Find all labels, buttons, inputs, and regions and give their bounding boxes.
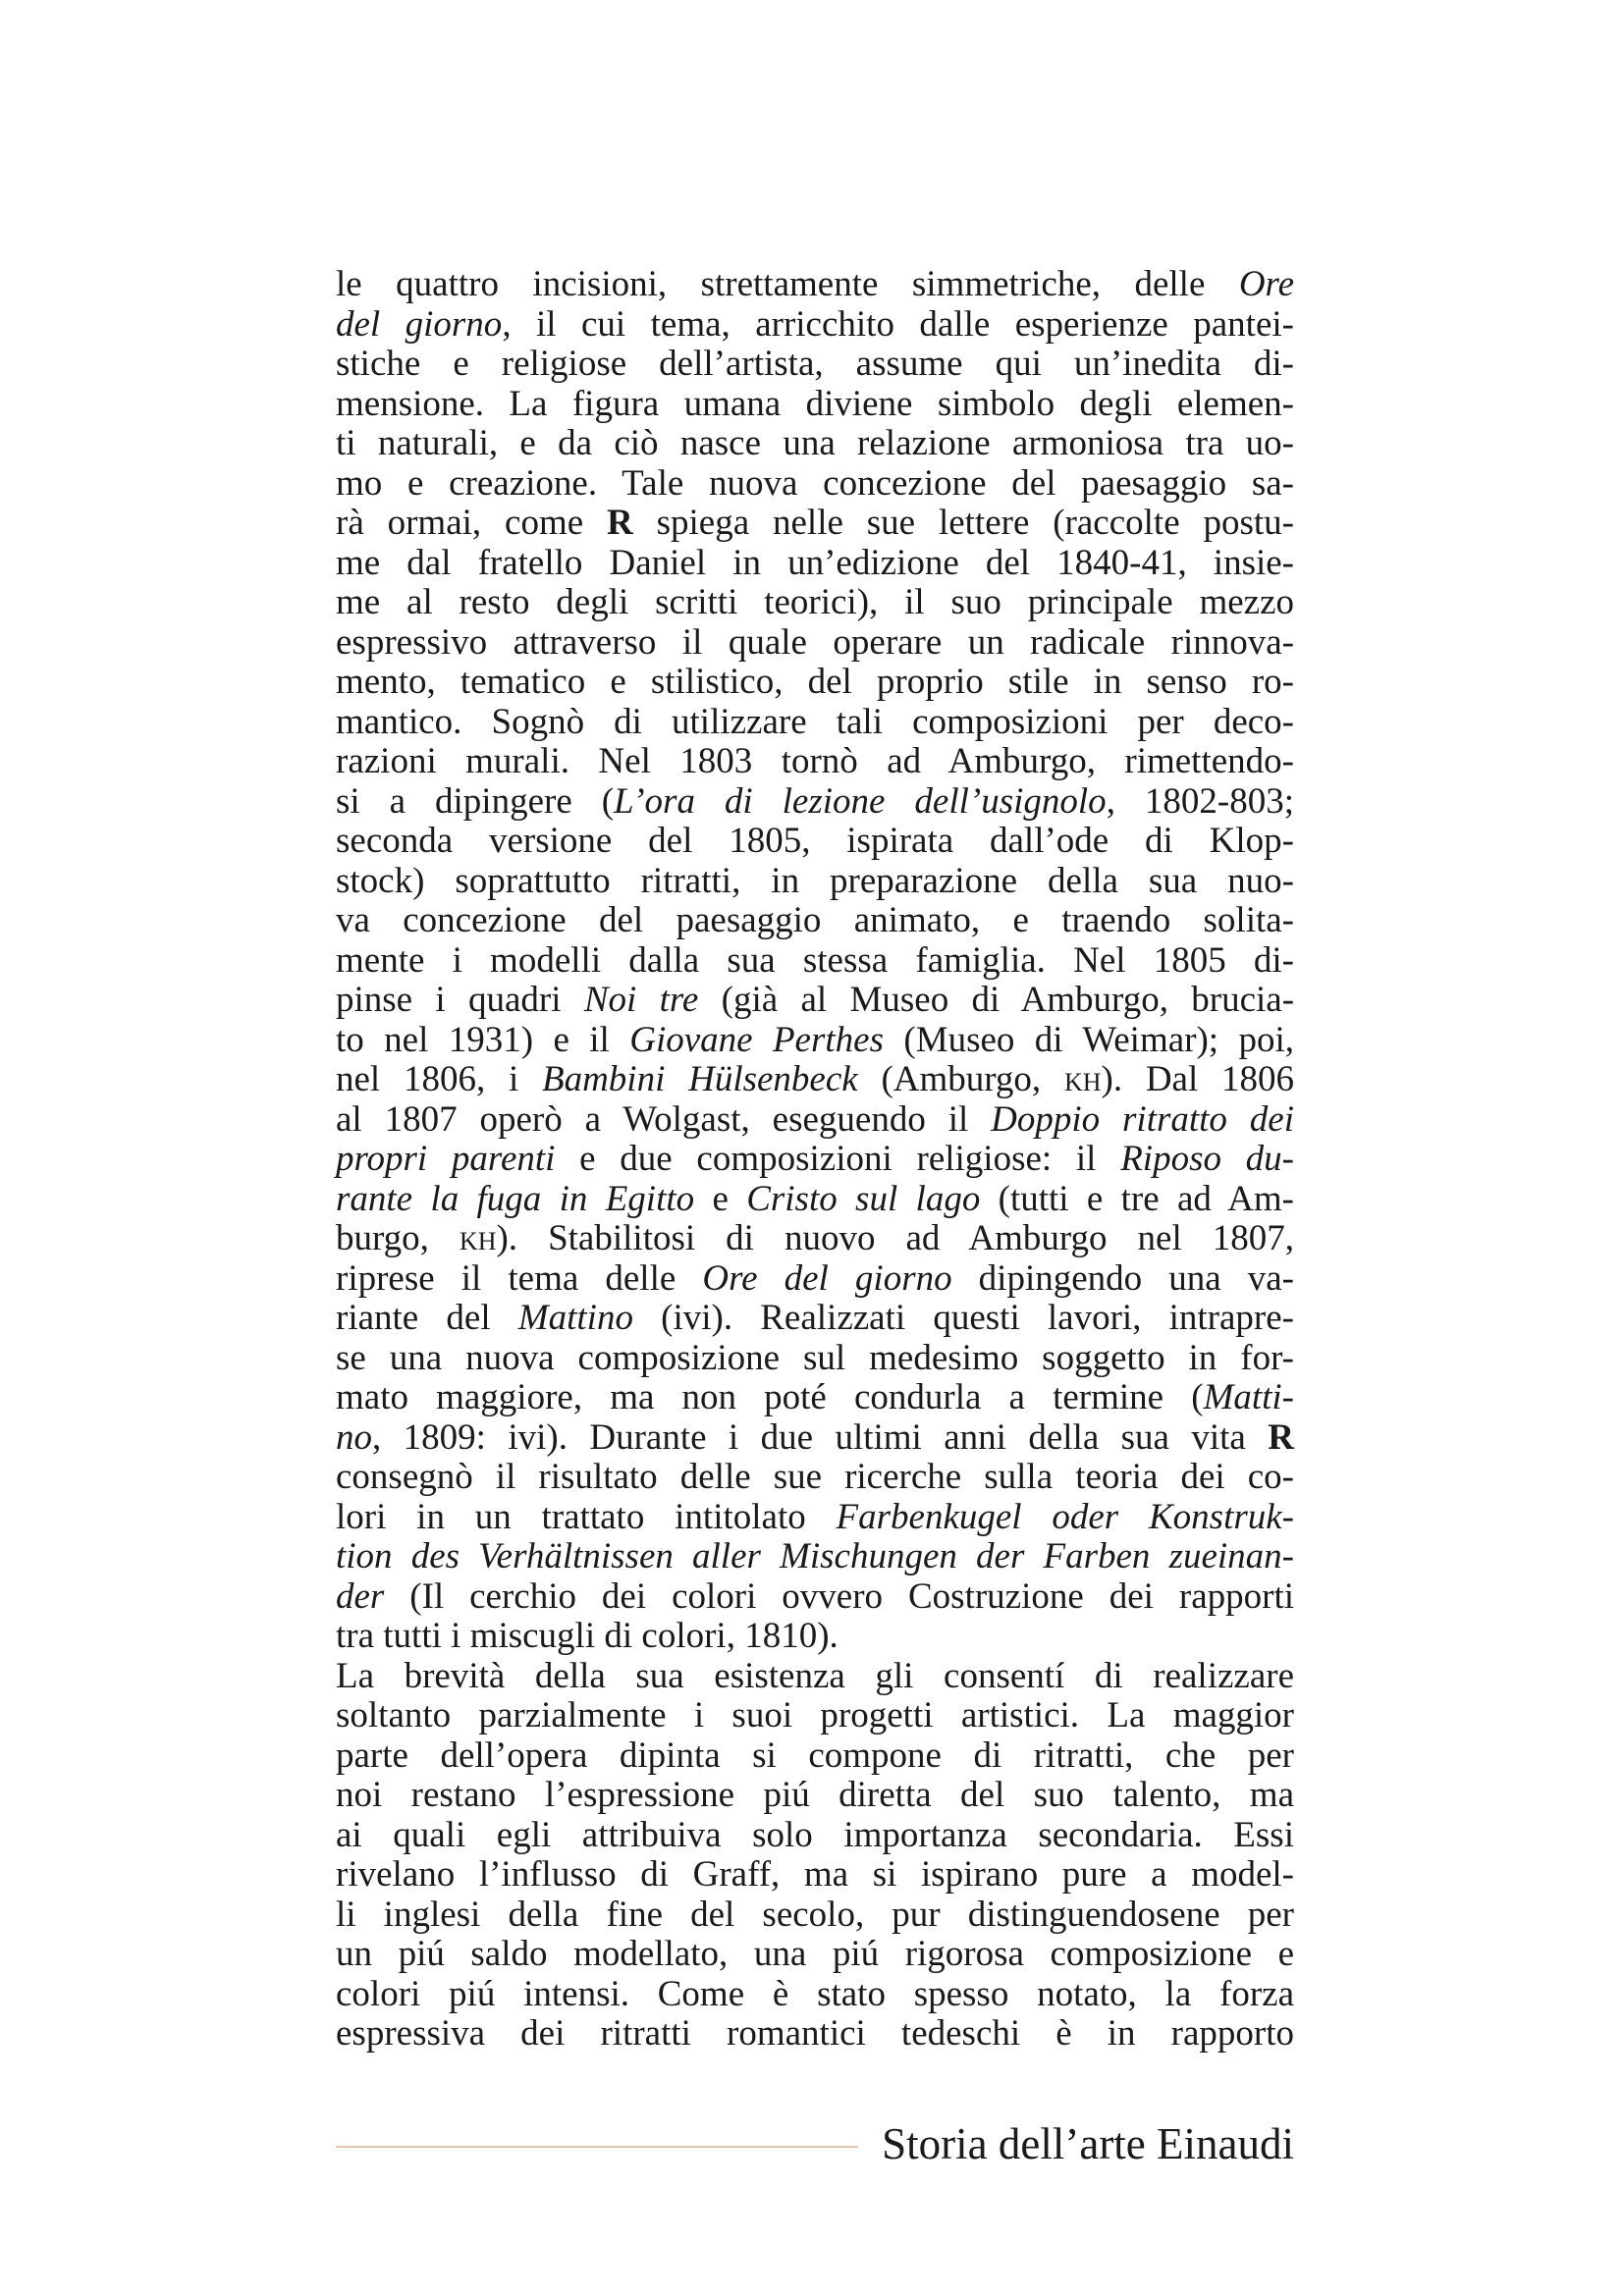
text-line: razioni murali. Nel 1803 tornò ad Amburgo, rimettendo- — [336, 741, 1294, 781]
text-line: le quattro incisioni, strettamente simmetriche, delle Ore — [336, 264, 1294, 304]
text-line: burgo, kh). Stabilitosi di nuovo ad Amburgo nel 1807, — [336, 1218, 1294, 1258]
text-line: espressiva dei ritratti romantici tedeschi è in rapporto — [336, 2013, 1294, 2054]
text-line: stiche e religiose dell’artista, assume qui un’inedita di- — [336, 344, 1294, 384]
text-line: lori in un trattato intitolato Farbenkugel oder Konstruk- — [336, 1496, 1294, 1537]
text-line: si a dipingere (L’ora di lezione dell’usignolo, 1802-803; — [336, 780, 1294, 822]
text-line: rivelano l’influsso di Graff, ma si ispirano pure a model- — [336, 1854, 1294, 1895]
text-line: no, 1809: ivi). Durante i due ultimi anni della sua vita R — [336, 1416, 1294, 1458]
text-line: mantico. Sognò di utilizzare tali composizioni per deco- — [336, 701, 1294, 742]
text-line: va concezione del paesaggio animato, e traendo solita- — [336, 900, 1294, 940]
text-line: nel 1806, i Bambini Hülsenbeck (Amburgo, kh). Dal 1806 — [336, 1059, 1294, 1099]
text-line: me al resto degli scritti teorici), il suo principale mezzo — [336, 582, 1294, 622]
text-line: consegnò il risultato delle sue ricerche sulla teoria dei co- — [336, 1457, 1294, 1497]
text-line: tion des Verhältnissen aller Mischungen der Farben zueinan- — [336, 1536, 1294, 1576]
text-line: mo e creazione. Tale nuova concezione del paesaggio sa- — [336, 462, 1294, 504]
footer-title: Storia dell’arte Einaudi — [882, 2119, 1294, 2168]
text-line: La brevità della sua esistenza gli consentí di realizzare — [336, 1655, 1294, 1696]
text-line: mento, tematico e stilistico, del proprio stile in senso ro- — [336, 662, 1294, 702]
text-line: tra tutti i miscugli di colori, 1810). — [336, 1616, 839, 1656]
text-line: riante del Mattino (ivi). Realizzati questi lavori, intrapre- — [336, 1298, 1294, 1338]
text-line: un piú saldo modellato, una piú rigorosa composizione e — [336, 1934, 1294, 1974]
text-line: seconda versione del 1805, ispirata dall’ode di Klop- — [336, 821, 1294, 861]
text-line: mensione. La figura umana diviene simbolo degli elemen- — [336, 383, 1294, 424]
text-line: mato maggiore, ma non poté condurla a termine (Matti- — [336, 1377, 1294, 1417]
text-line: noi restano l’espressione piú diretta del suo talento, ma — [336, 1775, 1294, 1815]
text-line: espressivo attraverso il quale operare un radicale rinnova- — [336, 621, 1294, 663]
text-line: ai quali egli attribuiva solo importanza secondaria. Essi — [336, 1814, 1294, 1855]
text-line: ti naturali, e da ciò nasce una relazione armoniosa tra uo- — [336, 423, 1294, 463]
text-line: propri parenti e due composizioni religiose: il Riposo du- — [336, 1139, 1295, 1179]
text-line: soltanto parzialmente i suoi progetti artistici. La maggior — [336, 1695, 1294, 1735]
text-line: colori piú intensi. Come è stato spesso notato, la forza — [336, 1973, 1294, 2014]
text-line: to nel 1931) e il Giovane Perthes (Museo di Weimar); poi, — [336, 1019, 1294, 1060]
text-line: stock) soprattutto ritratti, in preparazione della sua nuo- — [336, 860, 1294, 901]
text-line: me dal fratello Daniel in un’edizione del 1840-41, insie- — [336, 542, 1294, 583]
text-line: rà ormai, come R spiega nelle sue lettere (raccolte postu- — [336, 503, 1294, 543]
text-line: der (Il cerchio dei colori ovvero Costruzione dei rapporti — [336, 1575, 1294, 1617]
text-line: pinse i quadri Noi tre (già al Museo di Amburgo, brucia- — [336, 980, 1295, 1020]
footer-rule — [336, 2146, 858, 2148]
text-line: se una nuova composizione sul medesimo soggetto in for- — [336, 1337, 1294, 1378]
text-line: parte dell’opera dipinta si compone di ritratti, che per — [336, 1735, 1294, 1776]
body-text — [336, 265, 1294, 2055]
text-line: rante la fuga in Egitto e Cristo sul lago (tutti e tre ad Am- — [336, 1178, 1294, 1219]
text-line: del giorno, il cui tema, arricchito dalle esperienze pantei- — [336, 303, 1294, 345]
text-line: riprese il tema delle Ore del giorno dipingendo una va- — [336, 1257, 1294, 1299]
text-line: al 1807 operò a Wolgast, eseguendo il Doppio ritratto dei — [336, 1098, 1295, 1140]
text-line: mente i modelli dalla sua stessa famiglia. Nel 1805 di- — [336, 939, 1294, 981]
text-line: li inglesi della fine del secolo, pur distinguendosene per — [336, 1894, 1294, 1935]
